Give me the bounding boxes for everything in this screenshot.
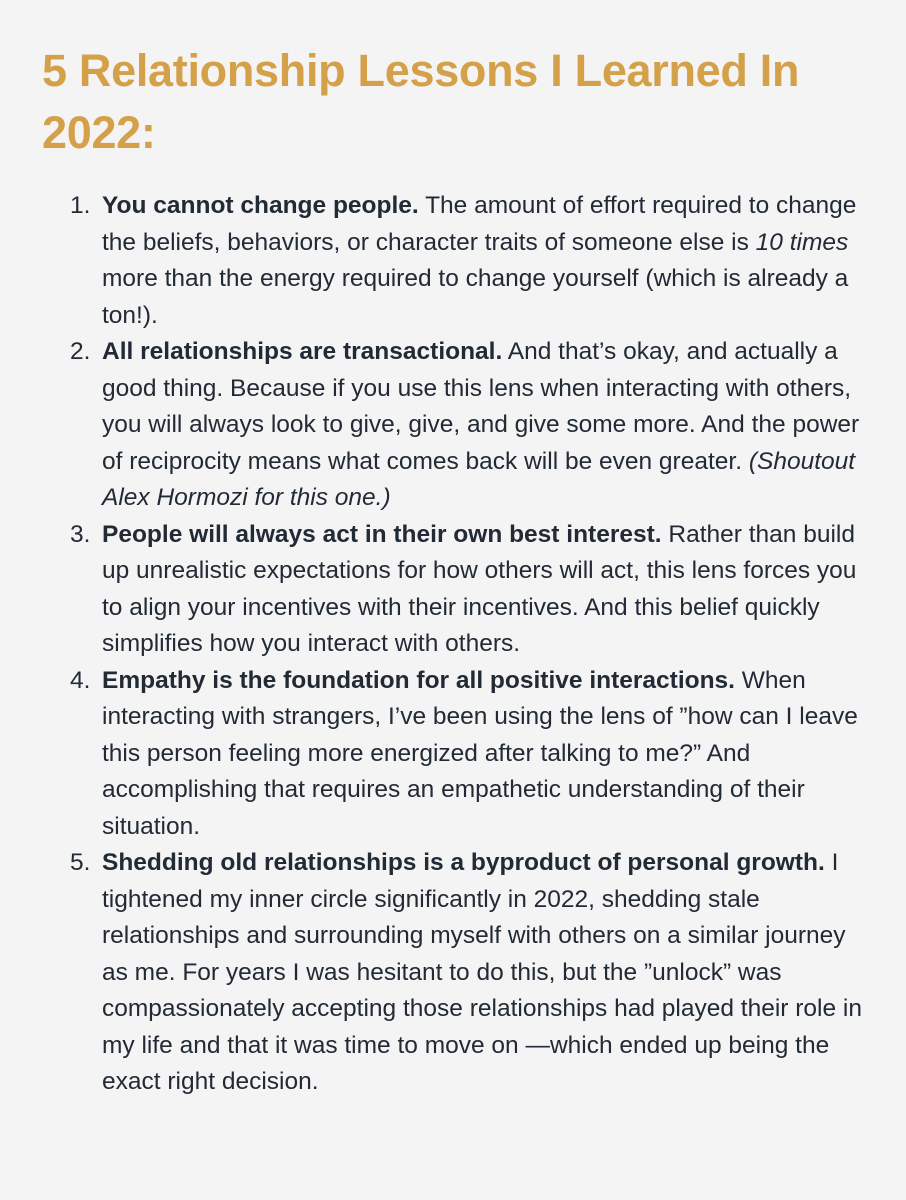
list-item-number: 5. [70,849,91,876]
lesson-text: The amount of effort required to change the beliefs, behaviors, or character traits of someone else is [102,192,857,256]
list-item [42,663,866,846]
lesson-text: Rather than build up unrealistic expectations for how others will act, this lens forces you to align your incentives with their incentives. And this belief quickly simplifies how you interact with others. [102,520,857,657]
list-item-number: 1. [70,192,91,219]
list-item [42,334,866,517]
list-item-number: 4. [70,666,91,694]
lesson-lead: Empathy is the foundation for all positive interactions. [102,666,735,694]
page-title: 5 Relationship Lessons I Learned In 2022: [42,45,800,158]
lesson-emphasis: (Shoutout Alex Hormozi for this one.) [102,447,856,511]
list-item [42,517,866,663]
lesson-text: When interacting with strangers, I’ve been using the lens of ”how can I leave this person feeling more energized after talking to me?” And accomplishing that requires an empathetic understanding of their situation. [102,666,858,840]
list-item-number: 2. [70,338,91,365]
list-item [42,188,866,334]
lesson-lead: People will always act in their own best interest. [102,520,662,548]
lesson-emphasis: 10 times [755,228,849,256]
list-item-number: 3. [70,520,91,548]
lessons-list [42,188,866,1101]
lesson-text: I tightened my inner circle significantly in 2022, shedding stale relationships and surrounding myself with others on a similar journey as me. For years I was hesitant to do this, but the ”unlock” was compassionately accepting those relationships had played their role in my life and that it was time to move on —which ended up being the exact right decision. [102,849,862,1095]
lesson-text-end: more than the energy required to change yourself (which is already a ton!). [102,265,849,329]
lesson-lead: All relationships are transactional. [102,338,503,365]
lesson-lead: You cannot change people. [102,192,419,219]
list-item [42,845,866,1101]
lesson-text: And that’s okay, and actually a good thing. Because if you use this lens when interacting with others, you will always look to give, give, and give some more. And the power of reciprocity means what comes back will be even greater. [102,338,860,475]
lesson-lead: Shedding old relationships is a byproduct of personal growth. [102,849,825,876]
